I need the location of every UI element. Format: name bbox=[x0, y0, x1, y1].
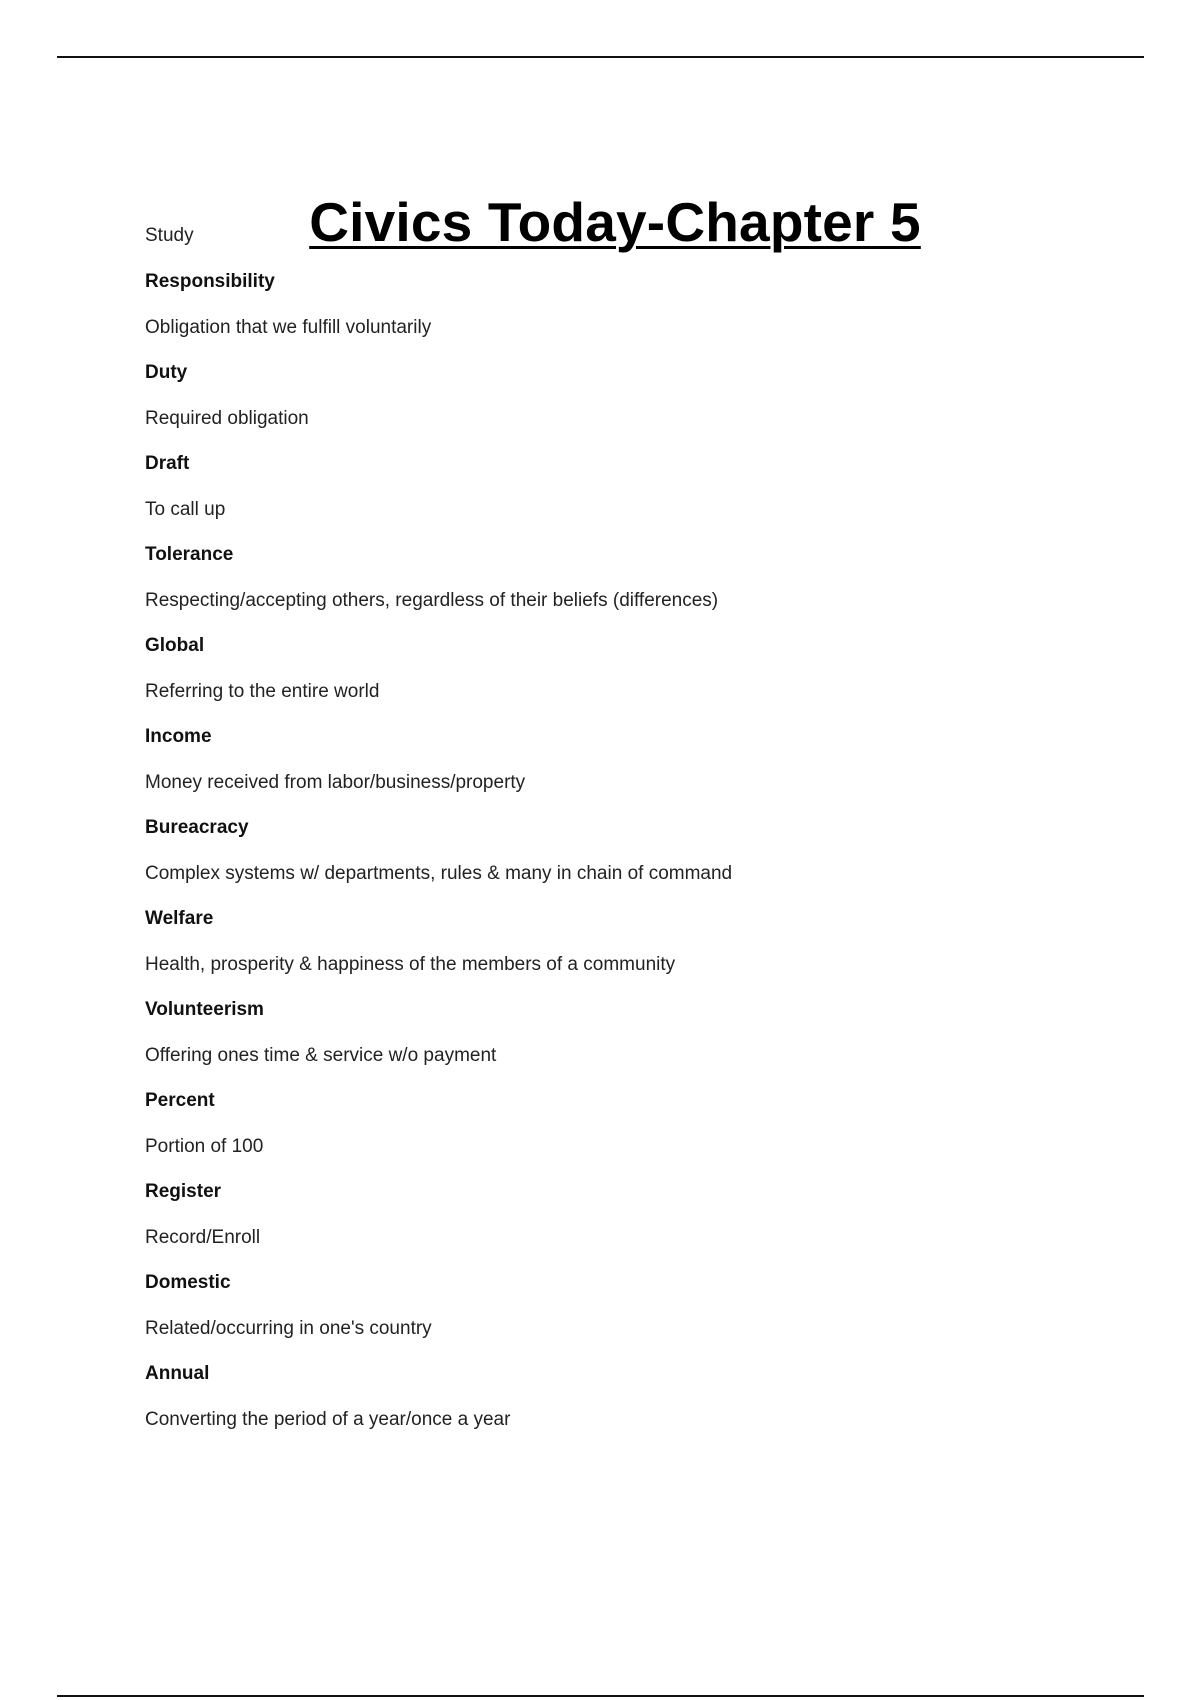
page-title: Civics Today-Chapter 5 bbox=[309, 190, 921, 253]
glossary-definition: Related/occurring in one's country bbox=[145, 1318, 432, 1339]
glossary-entry bbox=[145, 1271, 1145, 1341]
glossary-term: Bureacracy bbox=[145, 817, 249, 838]
glossary-definition: Referring to the entire world bbox=[145, 681, 380, 702]
top-rule bbox=[57, 56, 1144, 58]
glossary-entry bbox=[145, 1089, 1145, 1159]
glossary-entry bbox=[145, 1362, 1145, 1432]
glossary-definition: Money received from labor/business/property bbox=[145, 772, 526, 793]
glossary-entry bbox=[145, 543, 1145, 613]
glossary-list bbox=[145, 270, 1145, 1453]
glossary-term: Tolerance bbox=[145, 544, 234, 565]
subtitle: Study bbox=[145, 225, 194, 246]
glossary-entry bbox=[145, 907, 1145, 977]
glossary-entry bbox=[145, 816, 1145, 886]
glossary-entry bbox=[145, 452, 1145, 522]
glossary-term: Welfare bbox=[145, 908, 214, 929]
glossary-definition: To call up bbox=[145, 499, 226, 520]
glossary-definition: Offering ones time & service w/o payment bbox=[145, 1045, 497, 1066]
glossary-term: Percent bbox=[145, 1090, 215, 1111]
glossary-term: Global bbox=[145, 635, 205, 656]
glossary-definition: Obligation that we fulfill voluntarily bbox=[145, 317, 432, 338]
glossary-term: Domestic bbox=[145, 1272, 231, 1293]
glossary-definition: Health, prosperity & happiness of the members of a community bbox=[145, 954, 676, 975]
glossary-definition: Required obligation bbox=[145, 408, 309, 429]
glossary-term: Income bbox=[145, 726, 212, 747]
glossary-definition: Respecting/accepting others, regardless of their beliefs (differences) bbox=[145, 590, 719, 611]
glossary-entry bbox=[145, 1180, 1145, 1250]
glossary-definition: Portion of 100 bbox=[145, 1136, 264, 1157]
glossary-term: Duty bbox=[145, 362, 188, 383]
glossary-entry bbox=[145, 361, 1145, 431]
glossary-definition: Converting the period of a year/once a year bbox=[145, 1409, 511, 1430]
glossary-entry bbox=[145, 634, 1145, 704]
glossary-definition: Record/Enroll bbox=[145, 1227, 261, 1248]
glossary-term: Volunteerism bbox=[145, 999, 264, 1020]
bottom-rule bbox=[57, 1695, 1144, 1697]
glossary-term: Register bbox=[145, 1181, 222, 1202]
glossary-term: Responsibility bbox=[145, 271, 275, 292]
glossary-entry bbox=[145, 270, 1145, 340]
glossary-definition: Complex systems w/ departments, rules & many in chain of command bbox=[145, 863, 733, 884]
glossary-entry bbox=[145, 998, 1145, 1068]
glossary-term: Annual bbox=[145, 1363, 210, 1384]
glossary-term: Draft bbox=[145, 453, 190, 474]
glossary-entry bbox=[145, 725, 1145, 795]
